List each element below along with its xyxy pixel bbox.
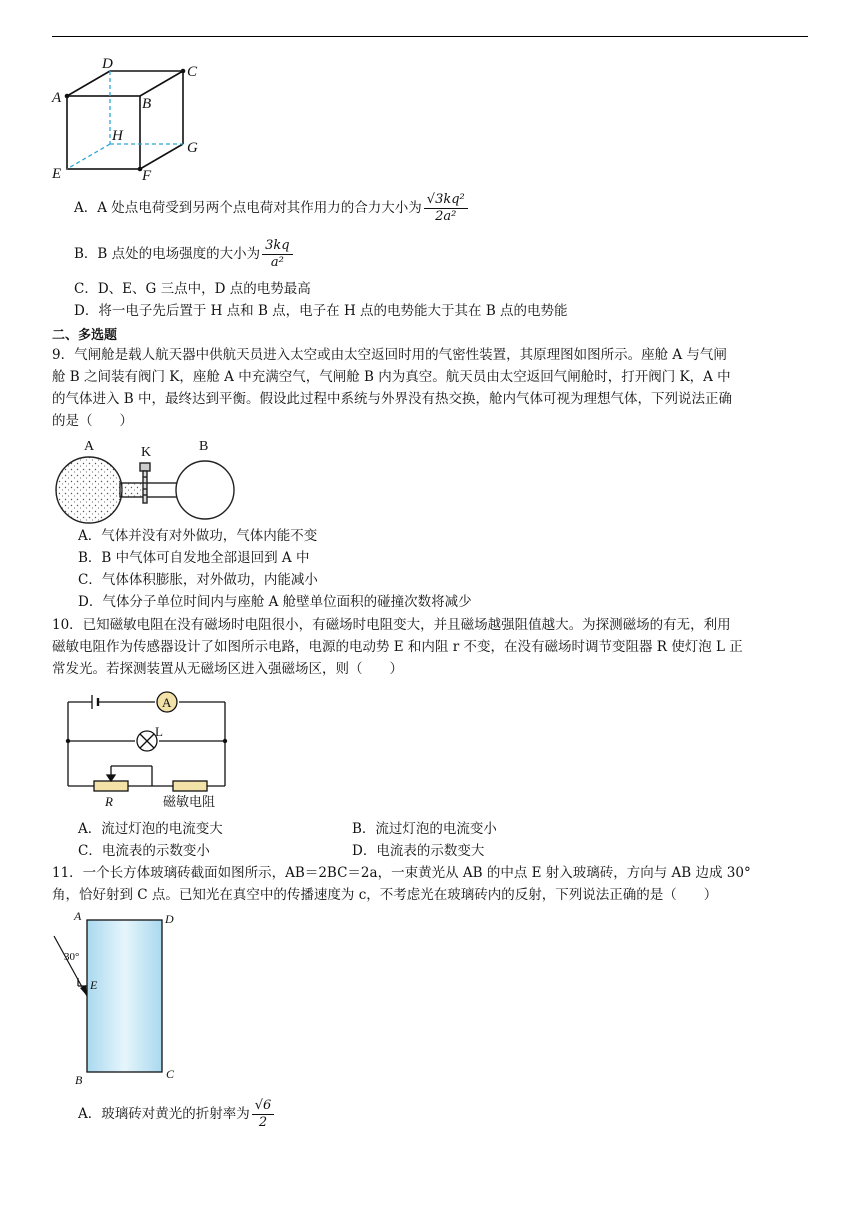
q9-stem-line-4: 的是（ ） — [52, 413, 133, 429]
airlock-figure — [52, 432, 242, 526]
q9-option-c: C．气体体积膨胀，对外做功，内能减小 — [78, 572, 318, 588]
q11-stem-line-1: 11．一个长方体玻璃砖截面如图所示，AB＝2BC＝2a，一束黄光从 AB 的中点 E 射入玻璃砖，方向与 AB 边成 30° — [52, 865, 751, 881]
glass-angle-label: 30° — [64, 951, 80, 963]
q8-option-b-denominator: a² — [270, 255, 284, 270]
airlock-label-k: K — [141, 445, 152, 460]
q10-option-d: D．电流表的示数变大 — [352, 843, 485, 859]
section-heading-multiple-choice: 二、多选题 — [52, 328, 118, 343]
airlock-label-b: B — [199, 439, 209, 454]
q9-stem-line-2: 舱 B 之间装有阀门 K，座舱 A 中充满空气，气闸舱 B 内为真空。航天员由太空返回气闸舱时，打开阀门 K，A 中 — [52, 369, 731, 385]
circuit-ammeter-label: A — [162, 695, 172, 710]
q8-option-a-denominator: 2a² — [435, 209, 457, 224]
cube-label-e: E — [52, 166, 62, 182]
q8-option-a-text: A．A 处点电荷受到另两个点电荷对其作用力的合力大小为 — [74, 200, 422, 216]
q9-option-d: D．气体分子单位时间内与座舱 A 舱壁单位面积的碰撞次数将减少 — [78, 594, 472, 610]
glass-brick-figure — [50, 908, 190, 1086]
glass-label-e: E — [90, 978, 98, 992]
q11-stem — [52, 862, 812, 906]
q11-option-a-denominator: 2 — [258, 1115, 268, 1130]
airlock-label-a: A — [84, 439, 95, 454]
circuit-sensor-label: 磁敏电阻 — [163, 794, 216, 809]
q9-option-a: A．气体并没有对外做功，气体内能不变 — [78, 528, 318, 544]
q10-option-a: A．流过灯泡的电流变大 — [78, 821, 223, 837]
q9-stem-line-1: 9．气闸舱是载人航天器中供航天员进入太空或由太空返回时用的气密性装置，其原理图如图所示。座舱 A 与气闸 — [52, 347, 727, 363]
glass-label-d: D — [165, 912, 174, 926]
q11-option-a-text: A．玻璃砖对黄光的折射率为 — [78, 1106, 250, 1122]
cube-label-c: C — [187, 64, 198, 80]
q9-option-b: B．B 中气体可自发地全部退回到 A 中 — [78, 550, 310, 566]
cube-label-b: B — [142, 96, 152, 112]
q10-stem-line-3: 常发光。若探测装置从无磁场区进入强磁场区，则（ ） — [52, 661, 403, 677]
q11-option-a-fraction — [252, 1098, 275, 1131]
cube-label-h: H — [112, 128, 123, 144]
cube-label-f: F — [142, 168, 152, 184]
glass-label-c: C — [166, 1067, 175, 1081]
q8-option-b-fraction — [262, 238, 292, 271]
q8-option-a-fraction — [424, 192, 468, 225]
q8-option-b-text: B．B 点处的电场强度的大小为 — [74, 246, 261, 262]
header-rule — [52, 36, 808, 37]
q8-option-a-numerator: √3kq² — [424, 192, 468, 209]
q10-stem — [52, 614, 812, 680]
q11-stem-line-2: 角，恰好射到 C 点。已知光在真空中的传播速度为 c，不考虑光在玻璃砖内的反射，下列说法正确的是（ ） — [52, 887, 718, 903]
q10-option-c: C．电流表的示数变小 — [78, 843, 210, 859]
glass-label-a: A — [74, 909, 82, 923]
q8-option-c: C．D、E、G 三点中，D 点的电势最高 — [74, 281, 311, 297]
q11-option-a-numerator: √6 — [252, 1098, 275, 1115]
circuit-rheostat-label: R — [105, 794, 113, 809]
cube-figure — [50, 56, 210, 184]
circuit-lamp-label: L — [155, 724, 163, 739]
circuit-figure — [60, 686, 240, 810]
q10-stem-line-2: 磁敏电阻作为传感器设计了如图所示电路，电源的电动势 E 和内阻 r 不变，在没有磁场时调节变阻器 R 使灯泡 L 正 — [52, 639, 743, 655]
cube-label-g: G — [187, 140, 198, 156]
cube-label-d: D — [102, 56, 113, 72]
q8-option-b — [74, 238, 295, 271]
q9-stem-line-3: 的气体进入 B 中，最终达到平衡。假设此过程中系统与外界没有热交换，舱内气体可视为理想气体，下列说法正确 — [52, 391, 733, 407]
q11-option-a — [78, 1098, 276, 1131]
q10-option-b: B．流过灯泡的电流变小 — [352, 821, 497, 837]
q9-stem — [52, 344, 812, 432]
q8-option-b-numerator: 3kq — [262, 238, 292, 255]
q8-option-a — [74, 192, 470, 225]
glass-label-b: B — [75, 1073, 83, 1086]
q8-option-d: D．将一电子先后置于 H 点和 B 点，电子在 H 点的电势能大于其在 B 点的电势能 — [74, 303, 568, 319]
q10-stem-line-1: 10．已知磁敏电阻在没有磁场时电阻很小，有磁场时电阻变大，并且磁场越强阻值越大。为探测磁场的有无，利用 — [52, 617, 731, 633]
cube-label-a: A — [52, 90, 62, 106]
